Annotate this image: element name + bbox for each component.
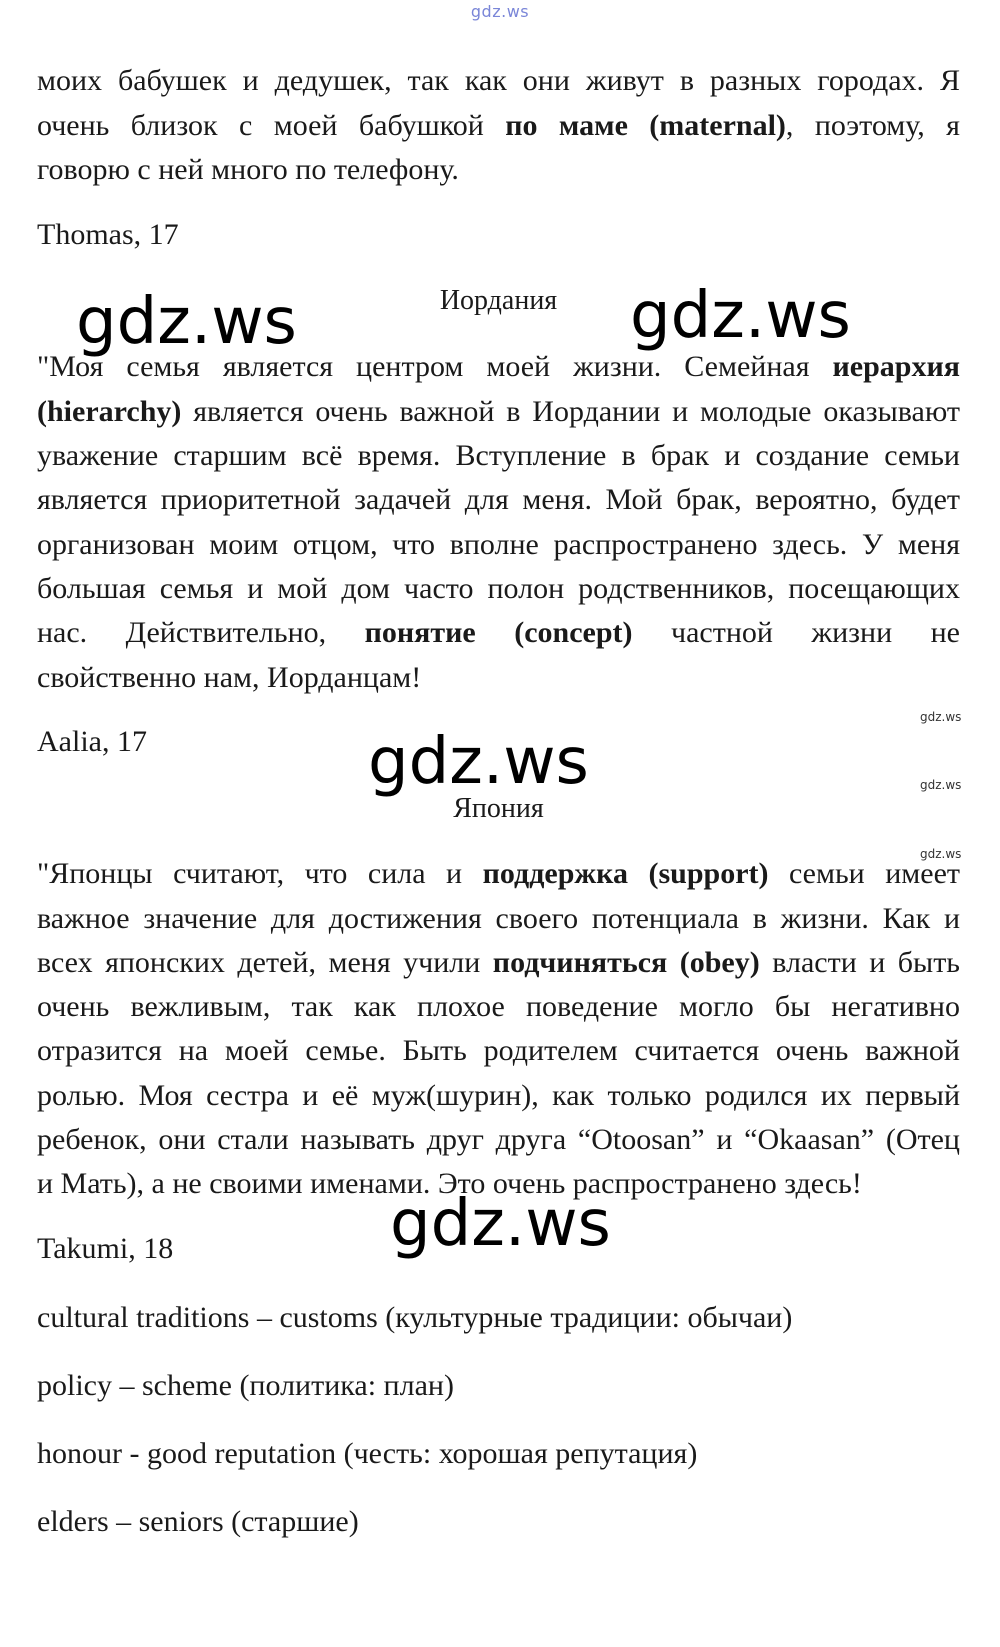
paragraph-line: и Мать), а не своими именами. Это очень распространено здесь! [37,1167,862,1200]
paragraph-line: (hierarchy) является очень важной в Иордании и молодые оказывают [37,395,960,428]
bold-term: поддержка (support) [482,857,769,890]
paragraph-line: очень вежливым, так как плохое поведение могло бы негативно [37,990,960,1023]
bold-term: понятие (concept) [364,616,633,649]
paragraph-line: говорю с ней много по телефону. [37,153,459,186]
paragraph-line: ролью. Моя сестра и её муж(шурин), как только родился их первый [37,1079,960,1112]
paragraph-line: "Японцы считают, что сила и поддержка (support) семьи имеет [37,857,960,890]
paragraph-line: важное значение для достижения своего потенциала в жизни. Как и [37,902,960,935]
paragraph-line: моих бабушек и дедушек, так как они живут в разных городах. Я [37,64,960,97]
signature-thomas: Thomas, 17 [37,218,179,251]
watermark-small: gdz.ws [920,778,962,792]
paragraph-line: ребенок, они стали называть друг друга “Otoosan” и “Okaasan” (Отец [37,1123,960,1156]
watermark-large: gdz.ws [630,279,851,353]
paragraph-line: свойственно нам, Иорданцам! [37,661,422,694]
header-watermark: gdz.ws [470,2,530,21]
paragraph-line: является приоритетной задачей для меня. Мой брак, вероятно, будет [37,483,960,516]
watermark-small: gdz.ws [920,710,962,724]
vocab-item: elders – seniors (старшие) [37,1505,359,1538]
section-title-jordan: Иордания [439,285,558,316]
watermark-large: gdz.ws [390,1187,611,1261]
paragraph-line: "Моя семья является центром моей жизни. Семейная иерархия [37,350,960,383]
signature-takumi: Takumi, 18 [37,1232,174,1265]
paragraph-line: отразится на моей семье. Быть родителем считается очень важной [37,1034,960,1067]
paragraph-line: уважение старшим всё время. Вступление в брак и создание семьи [37,439,960,472]
bold-term: (hierarchy) [37,395,182,428]
paragraph-line: большая семья и мой дом часто полон родственников, посещающих [37,572,960,605]
section-title-japan: Япония [453,793,544,824]
paragraph-line: всех японских детей, меня учили подчиняться (obey) власти и быть [37,946,960,979]
paragraph-line: нас. Действительно, понятие (concept) частной жизни не [37,616,960,649]
vocab-item: honour - good reputation (честь: хорошая репутация) [37,1437,698,1470]
vocab-item: cultural traditions – customs (культурные традиции: обычаи) [37,1301,793,1334]
vocab-item: policy – scheme (политика: план) [37,1369,454,1402]
bold-term: подчиняться (obey) [492,946,760,979]
signature-aalia: Aalia, 17 [37,725,147,758]
watermark-small: gdz.ws [920,847,962,861]
paragraph-line: очень близок с моей бабушкой по маме (maternal), поэтому, я [37,109,960,142]
bold-term: иерархия [832,350,960,383]
watermark-large: gdz.ws [368,725,589,799]
watermark-large: gdz.ws [76,285,297,359]
bold-term: по маме (maternal) [505,109,786,142]
paragraph-line: организован моим отцом, что вполне распространено здесь. У меня [37,528,960,561]
